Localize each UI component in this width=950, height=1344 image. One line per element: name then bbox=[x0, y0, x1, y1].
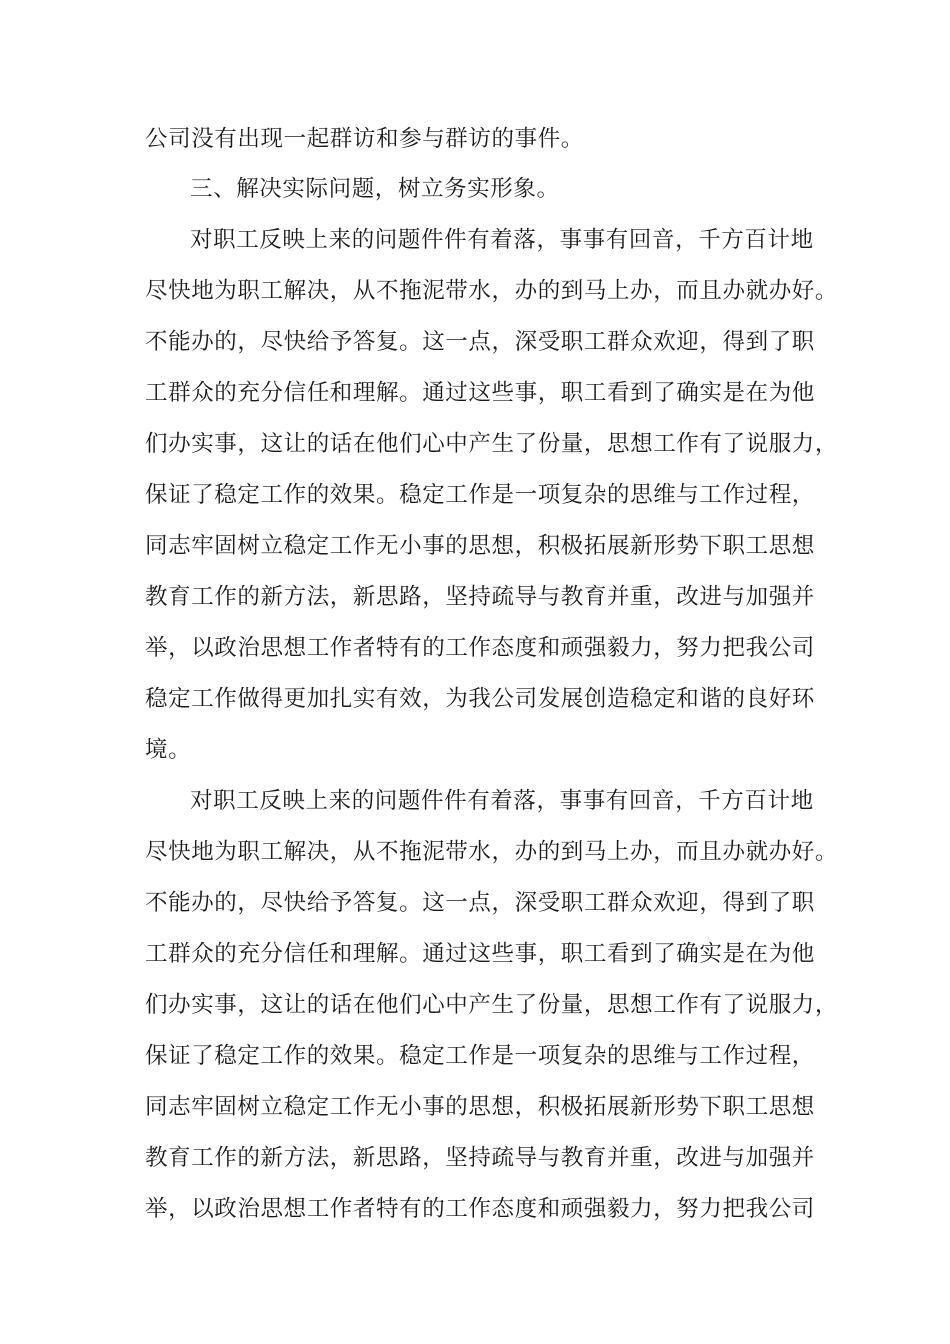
text-line: 们办实事，这让的话在他们心中产生了份量，思想工作有了说服力， bbox=[145, 992, 839, 1018]
text-line: 们办实事，这让的话在他们心中产生了份量，思想工作有了说服力， bbox=[145, 431, 839, 457]
text-line: 工群众的充分信任和理解。通过这些事，职工看到了确实是在为他 bbox=[145, 380, 815, 406]
text-line: 工群众的充分信任和理解。通过这些事，职工看到了确实是在为他 bbox=[145, 941, 815, 967]
text-line: 不能办的，尽快给予答复。这一点，深受职工群众欢迎，得到了职 bbox=[145, 329, 815, 355]
text-line: 教育工作的新方法，新思路，坚持疏导与教育并重，改进与加强并 bbox=[145, 584, 815, 610]
text-line: 同志牢固树立稳定工作无小事的思想，积极拓展新形势下职工思想 bbox=[145, 533, 815, 559]
text-line: 教育工作的新方法，新思路，坚持疏导与教育并重，改进与加强并 bbox=[145, 1145, 815, 1171]
text-line: 举，以政治思想工作者特有的工作态度和顽强毅力，努力把我公司 bbox=[145, 635, 815, 661]
text-line: 尽快地为职工解决，从不拖泥带水，办的到马上办，而且办就办好。 bbox=[145, 839, 839, 865]
text-line: 对职工反映上来的问题件件有着落，事事有回音，千方百计地 bbox=[190, 227, 814, 253]
text-line: 保证了稳定工作的效果。稳定工作是一项复杂的思维与工作过程， bbox=[145, 482, 815, 508]
text-line: 举，以政治思想工作者特有的工作态度和顽强毅力，努力把我公司 bbox=[145, 1196, 815, 1222]
text-line: 公司没有出现一起群访和参与群访的事件。 bbox=[145, 126, 584, 152]
text-line: 稳定工作做得更加扎实有效，为我公司发展创造稳定和谐的良好环 bbox=[145, 686, 815, 712]
text-line: 尽快地为职工解决，从不拖泥带水，办的到马上办，而且办就办好。 bbox=[145, 278, 839, 304]
text-line: 对职工反映上来的问题件件有着落，事事有回音，千方百计地 bbox=[190, 788, 814, 814]
text-line: 境。 bbox=[145, 737, 192, 763]
text-line: 不能办的，尽快给予答复。这一点，深受职工群众欢迎，得到了职 bbox=[145, 890, 815, 916]
text-line: 同志牢固树立稳定工作无小事的思想，积极拓展新形势下职工思想 bbox=[145, 1094, 815, 1120]
section-heading: 三、解决实际问题，树立务实形象。 bbox=[190, 176, 560, 202]
text-line: 保证了稳定工作的效果。稳定工作是一项复杂的思维与工作过程， bbox=[145, 1043, 815, 1069]
